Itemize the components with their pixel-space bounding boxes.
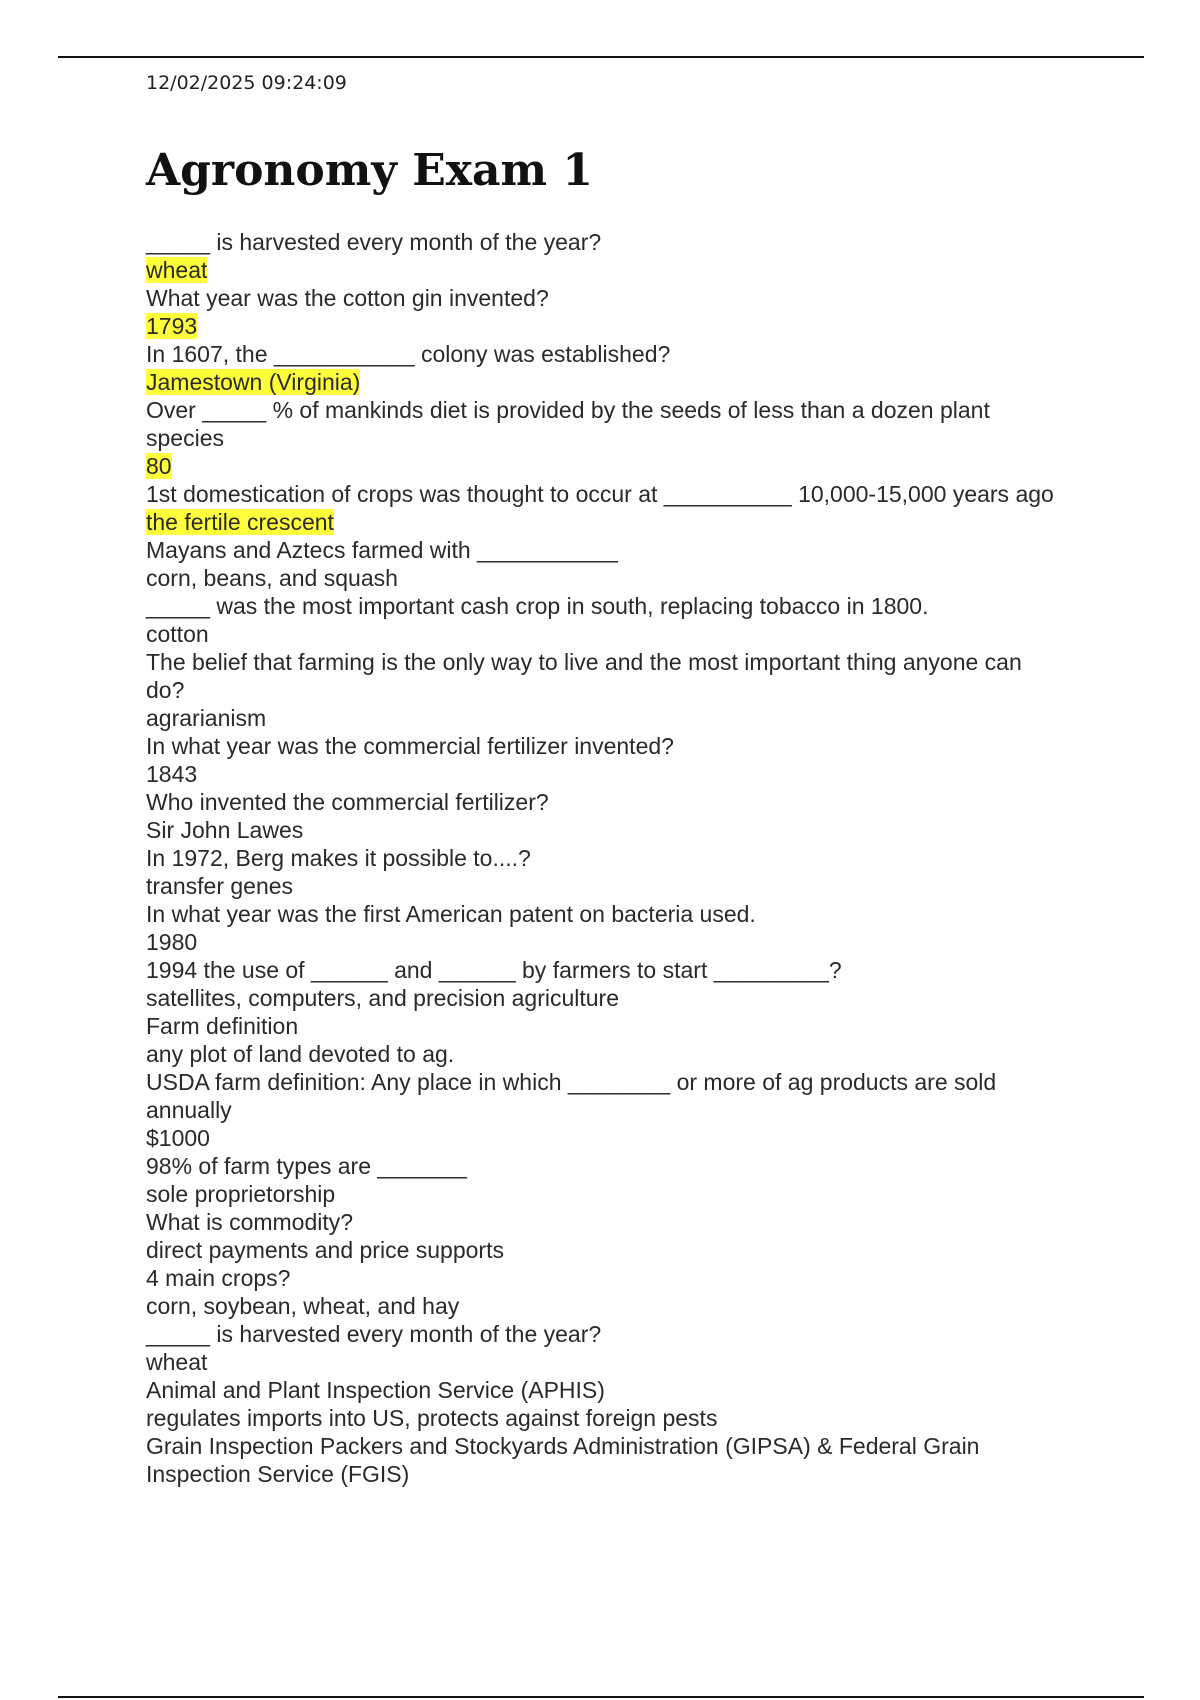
text-line xyxy=(146,984,1066,1012)
line-text: USDA farm definition: Any place in which ________ or more of ag products are sold annually xyxy=(146,1069,1003,1123)
line-text: 4 main crops? xyxy=(146,1265,291,1291)
line-text: wheat xyxy=(146,1349,208,1375)
highlighted-answer-line xyxy=(146,368,1066,396)
text-line xyxy=(146,900,1066,928)
text-line xyxy=(146,228,1066,256)
timestamp: 12/02/2025 09:24:09 xyxy=(146,72,347,94)
text-line xyxy=(146,1292,1066,1320)
line-text: regulates imports into US, protects against foreign pests xyxy=(146,1405,718,1431)
text-line xyxy=(146,872,1066,900)
text-line xyxy=(146,956,1066,984)
text-line xyxy=(146,1320,1066,1348)
text-line xyxy=(146,760,1066,788)
text-line xyxy=(146,1040,1066,1068)
line-text: The belief that farming is the only way to live and the most important thing anyone can do? xyxy=(146,649,1029,703)
line-text: direct payments and price supports xyxy=(146,1237,504,1263)
line-text: In 1607, the ___________ colony was established? xyxy=(146,341,671,367)
line-text: _____ is harvested every month of the year? xyxy=(146,229,602,255)
highlighted-answer-line xyxy=(146,508,1066,536)
highlighted-answer-line xyxy=(146,256,1066,284)
line-text: satellites, computers, and precision agriculture xyxy=(146,985,620,1011)
highlighted-text: wheat xyxy=(146,257,208,283)
text-line xyxy=(146,1236,1066,1264)
text-line xyxy=(146,1180,1066,1208)
line-text: any plot of land devoted to ag. xyxy=(146,1041,455,1067)
line-text: Animal and Plant Inspection Service (APHIS) xyxy=(146,1377,605,1403)
line-text: transfer genes xyxy=(146,873,294,899)
text-line xyxy=(146,480,1066,508)
text-line xyxy=(146,1124,1066,1152)
line-text: Sir John Lawes xyxy=(146,817,304,843)
line-text: 1st domestication of crops was thought to occur at __________ 10,000-15,000 years ago xyxy=(146,481,1054,507)
footer-rule xyxy=(58,1696,1144,1698)
highlighted-text: the fertile crescent xyxy=(146,509,334,535)
line-text: In what year was the first American patent on bacteria used. xyxy=(146,901,756,927)
line-text: 98% of farm types are _______ xyxy=(146,1153,467,1179)
line-text: 1980 xyxy=(146,929,198,955)
line-text: sole proprietorship xyxy=(146,1181,336,1207)
text-line xyxy=(146,592,1066,620)
text-line xyxy=(146,1012,1066,1040)
text-line xyxy=(146,1348,1066,1376)
text-line xyxy=(146,536,1066,564)
line-text: Grain Inspection Packers and Stockyards Administration (GIPSA) & Federal Grain Inspection Service (FGIS) xyxy=(146,1433,986,1487)
text-line xyxy=(146,1432,1066,1488)
text-line xyxy=(146,396,1066,452)
text-line xyxy=(146,1404,1066,1432)
text-line xyxy=(146,1152,1066,1180)
line-text: cotton xyxy=(146,621,209,647)
line-text: corn, soybean, wheat, and hay xyxy=(146,1293,460,1319)
line-text: In 1972, Berg makes it possible to....? xyxy=(146,845,531,871)
line-text: 1843 xyxy=(146,761,198,787)
line-text: agrarianism xyxy=(146,705,267,731)
text-line xyxy=(146,1068,1066,1124)
highlighted-answer-line xyxy=(146,452,1066,480)
line-text: What is commodity? xyxy=(146,1209,354,1235)
text-line xyxy=(146,732,1066,760)
highlighted-answer-line xyxy=(146,312,1066,340)
text-line xyxy=(146,704,1066,732)
header-rule xyxy=(58,56,1144,58)
text-line xyxy=(146,816,1066,844)
text-line xyxy=(146,564,1066,592)
line-text: In what year was the commercial fertilizer invented? xyxy=(146,733,674,759)
line-text: $1000 xyxy=(146,1125,210,1151)
line-text: Farm definition xyxy=(146,1013,299,1039)
text-line xyxy=(146,928,1066,956)
line-text: What year was the cotton gin invented? xyxy=(146,285,549,311)
text-line xyxy=(146,620,1066,648)
text-line xyxy=(146,844,1066,872)
document-title: Agronomy Exam 1 xyxy=(146,145,593,196)
document-body xyxy=(146,228,1066,1488)
line-text: _____ is harvested every month of the year? xyxy=(146,1321,602,1347)
line-text: Over _____ % of mankinds diet is provided by the seeds of less than a dozen plant species xyxy=(146,397,997,451)
highlighted-text: Jamestown (Virginia) xyxy=(146,369,361,395)
highlighted-text: 1793 xyxy=(146,313,198,339)
text-line xyxy=(146,648,1066,704)
highlighted-text: 80 xyxy=(146,453,172,479)
text-line xyxy=(146,1208,1066,1236)
text-line xyxy=(146,788,1066,816)
text-line xyxy=(146,1264,1066,1292)
text-line xyxy=(146,284,1066,312)
line-text: corn, beans, and squash xyxy=(146,565,398,591)
text-line xyxy=(146,340,1066,368)
line-text: _____ was the most important cash crop in south, replacing tobacco in 1800. xyxy=(146,593,929,619)
line-text: Mayans and Aztecs farmed with ___________ xyxy=(146,537,618,563)
line-text: Who invented the commercial fertilizer? xyxy=(146,789,549,815)
text-line xyxy=(146,1376,1066,1404)
line-text: 1994 the use of ______ and ______ by farmers to start _________? xyxy=(146,957,842,983)
